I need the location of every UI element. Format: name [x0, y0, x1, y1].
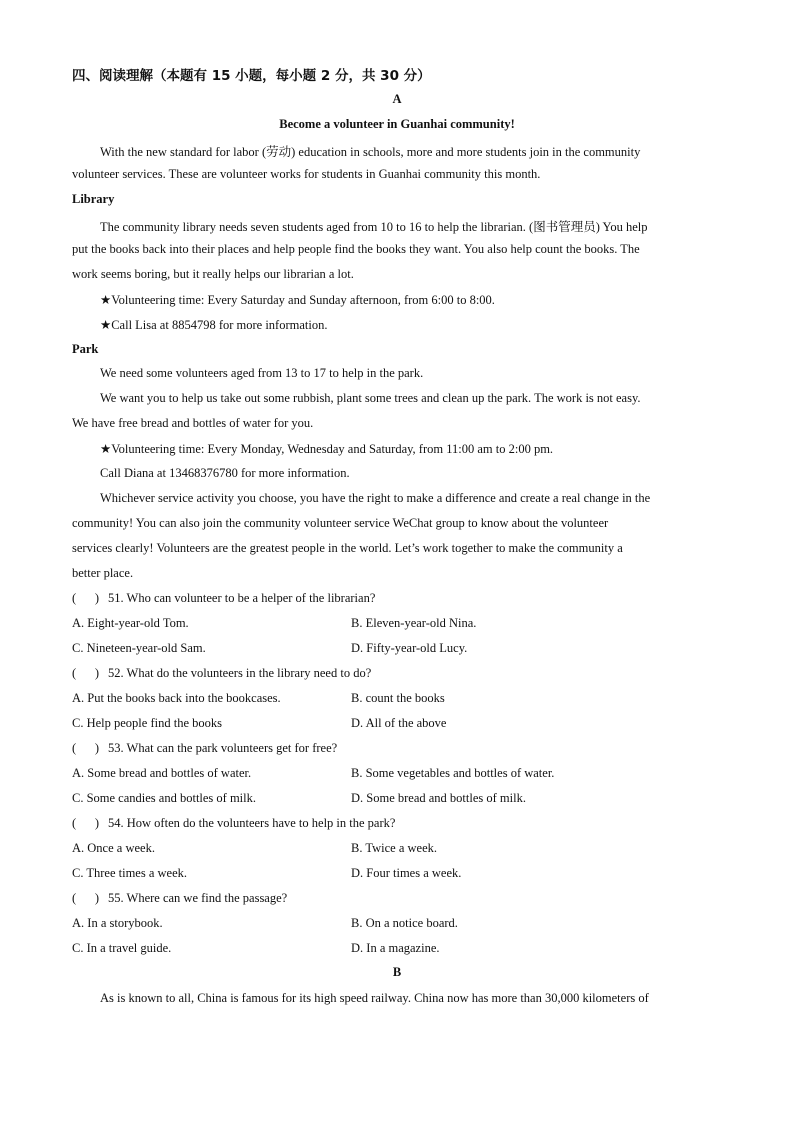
closing-line: Whichever service activity you choose, you have the right to make a difference and create a real change in the	[100, 491, 651, 505]
option-a: A. Some bread and bottles of water.	[72, 766, 252, 780]
option-d: D. Some bread and bottles of milk.	[351, 791, 526, 805]
option-a: A. Eight-year-old Tom.	[72, 616, 189, 630]
library-contact: ★Call Lisa at 8854798 for more information.	[100, 318, 328, 332]
option-d: D. Four times a week.	[351, 866, 462, 880]
closing-line: better place.	[72, 566, 134, 580]
passage-b-line: As is known to all, China is famous for its high speed railway. China now has more than 30,000 kilometers of	[100, 991, 649, 1005]
park-line: We need some volunteers aged from 13 to 17 to help in the park.	[100, 366, 424, 380]
question-54	[72, 816, 395, 831]
passage-b-label: B	[392, 965, 402, 979]
option-b: B. Some vegetables and bottles of water.	[351, 766, 555, 780]
park-time: ★Volunteering time: Every Monday, Wednesday and Saturday, from 11:00 am to 2:00 pm.	[100, 442, 554, 456]
option-b: B. Eleven-year-old Nina.	[351, 616, 477, 630]
option-c: C. Three times a week.	[72, 866, 188, 880]
question-stem: 53. What can the park volunteers get for free?	[108, 741, 338, 755]
passage-a-title: Become a volunteer in Guanhai community!	[279, 117, 515, 131]
answer-blank[interactable]: ( )	[72, 591, 100, 605]
question-53	[72, 741, 337, 756]
question-stem: 55. Where can we find the passage?	[108, 891, 288, 905]
library-time: ★Volunteering time: Every Saturday and Sunday afternoon, from 6:00 to 8:00.	[100, 293, 495, 307]
question-51	[72, 591, 375, 606]
park-line: We want you to help us take out some rubbish, plant some trees and clean up the park. The work is not easy.	[100, 391, 641, 405]
closing-line: community! You can also join the community volunteer service WeChat group to know about the volunteer	[72, 516, 609, 530]
closing-line: services clearly! Volunteers are the greatest people in the world. Let’s work together to make the community a	[72, 541, 623, 555]
intro-line: With the new standard for labor (劳动) education in schools, more and more students join in the community	[100, 145, 641, 159]
library-line: work seems boring, but it really helps our librarian a lot.	[72, 267, 354, 281]
option-c: C. Help people find the books	[72, 716, 222, 730]
option-c: C. Some candies and bottles of milk.	[72, 791, 257, 805]
option-b: B. On a notice board.	[351, 916, 458, 930]
library-heading: Library	[72, 192, 115, 206]
answer-blank[interactable]: ( )	[72, 666, 100, 680]
park-line: We have free bread and bottles of water for you.	[72, 416, 314, 430]
option-b: B. count the books	[351, 691, 445, 705]
option-a: A. Once a week.	[72, 841, 155, 855]
question-52	[72, 666, 371, 681]
library-line: put the books back into their places and help people find the books they want. You also help count the books. The	[72, 242, 640, 256]
option-b: B. Twice a week.	[351, 841, 438, 855]
answer-blank[interactable]: ( )	[72, 741, 100, 755]
answer-blank[interactable]: ( )	[72, 891, 100, 905]
question-55	[72, 891, 287, 906]
library-line: The community library needs seven students aged from 10 to 16 to help the librarian. (图书管理员) You help	[100, 220, 648, 234]
park-contact: Call Diana at 13468376780 for more information.	[100, 466, 350, 480]
answer-blank[interactable]: ( )	[72, 816, 100, 830]
option-d: D. Fifty-year-old Lucy.	[351, 641, 468, 655]
option-c: C. Nineteen-year-old Sam.	[72, 641, 206, 655]
intro-line: volunteer services. These are volunteer works for students in Guanhai community this month.	[72, 167, 541, 181]
park-heading: Park	[72, 342, 99, 356]
option-a: A. In a storybook.	[72, 916, 163, 930]
option-a: A. Put the books back into the bookcases.	[72, 691, 281, 705]
question-stem: 51. Who can volunteer to be a helper of the librarian?	[108, 591, 376, 605]
section-title: 四、阅读理解（本题有 15 小题，每小题 2 分，共 30 分）	[72, 68, 431, 84]
option-d: D. All of the above	[351, 716, 447, 730]
passage-a-label: A	[392, 92, 402, 106]
question-stem: 52. What do the volunteers in the library need to do?	[108, 666, 372, 680]
option-d: D. In a magazine.	[351, 941, 440, 955]
question-stem: 54. How often do the volunteers have to help in the park?	[108, 816, 396, 830]
option-c: C. In a travel guide.	[72, 941, 172, 955]
